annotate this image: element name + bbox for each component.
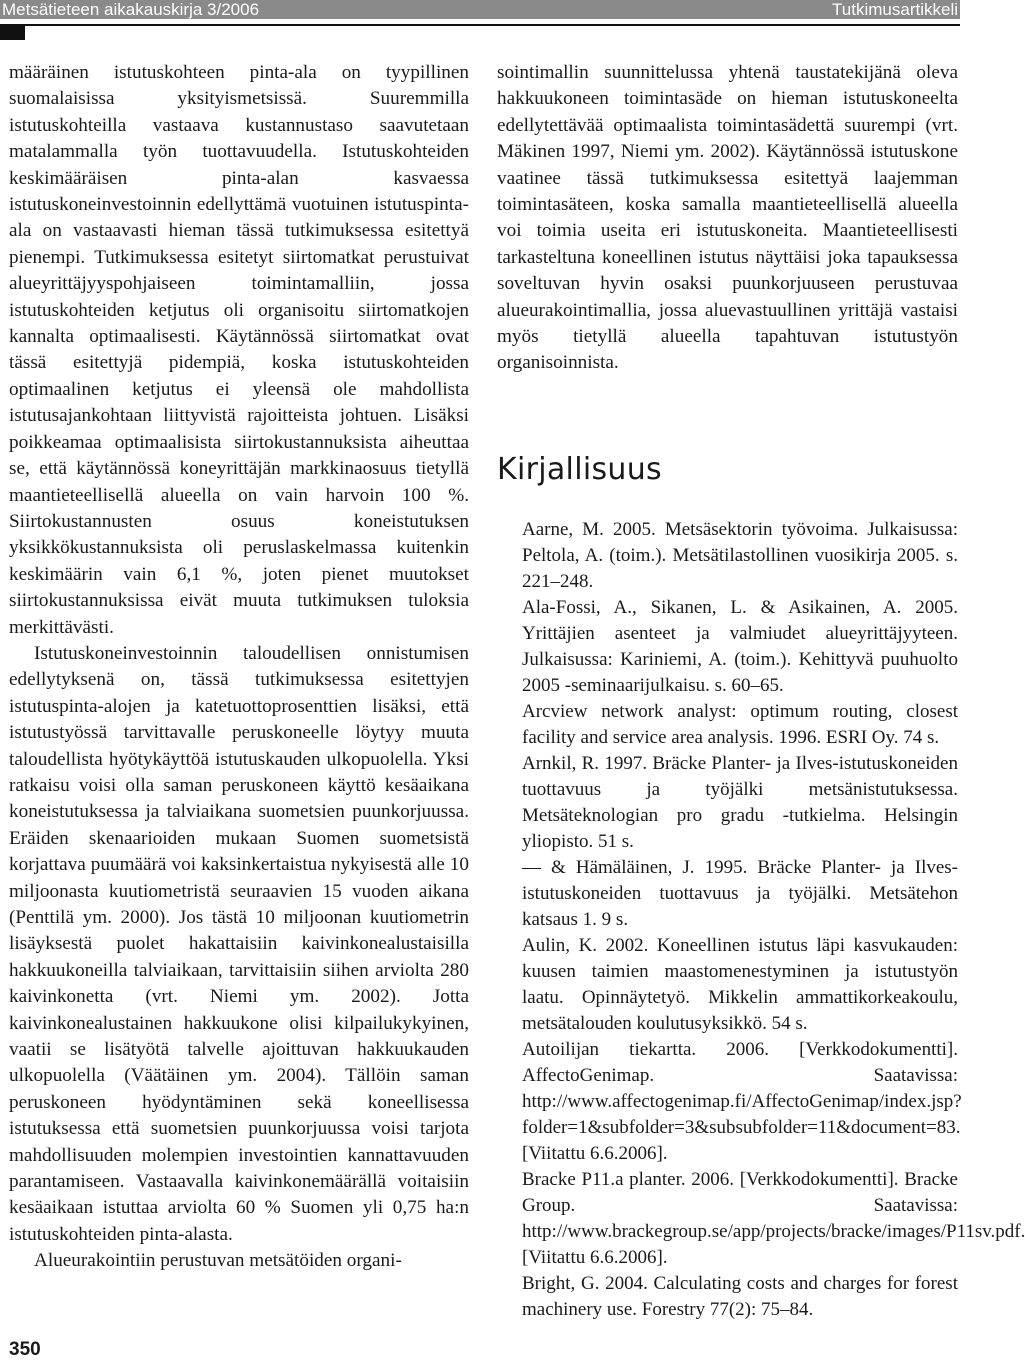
- reference-item: Arcview network analyst: optimum routing, closest facility and service area analysis. 1996. ESRI Oy. 74 s.: [522, 701, 958, 749]
- body-paragraph: sointimallin suunnittelussa yhtenä taustatekijänä oleva hakkuukoneen toimintasäde on hieman istutuskoneelta edellytettävää optimaalista toimintasädettä suurempi (vrt. Mäkinen 1997, Niemi ym. 2002). Käytännössä istutuskone vaatinee tässä tutkimuksessa esitettyä laajemman toimintasäteen, koska samalla maantieteellisellä alueella voi toimia useita eri istutuskoneita. Maantieteellisesti tarkasteltuna koneellinen istutus näyttäisi joka tapauksessa soveltuvan hyvin osaksi puunkorjuuseen perustuvaa alueurakointimallia, jossa aluevastuullinen yrittäjä vastaisi myös tietyllä alueella tapahtuvan istutustyön organisoinnista.: [497, 62, 958, 374]
- corner-mark: [0, 26, 25, 40]
- running-header: [0, 0, 960, 19]
- reference-item: Ala-Fossi, A., Sikanen, L. & Asikainen, A. 2005. Yrittäjien asenteet ja valmiudet alueyrittäjyyteen. Julkaisussa: Kariniemi, A. (toim.). Kehittyvä puuhuolto 2005 -seminaarijulkaisu. s. 60–65.: [522, 597, 958, 697]
- page-number: 350: [9, 1339, 41, 1360]
- reference-item: Arnkil, R. 1997. Bräcke Planter- ja Ilves-istutuskoneiden tuottavuus ja työjälki metsänistutuksessa. Metsäteknologian pro gradu -tutkielma. Helsingin yliopisto. 51 s.: [522, 753, 958, 853]
- reference-item: Bracke P11.a planter. 2006. [Verkkodokumentti]. Bracke Group. Saatavissa: http://www.brackegroup.se/app/projects/bracke/images/P11sv.pdf. [Viitattu 6.6.2006].: [522, 1169, 1025, 1269]
- journal-title: Metsätieteen aikakauskirja 3/2006: [2, 0, 260, 19]
- body-paragraph: Istutuskoneinvestoinnin taloudellisen onnistumisen edellytyksenä on, tässä tutkimuksessa esitettyjen istutuspinta-alojen ja katetuottoprosenttien lisäksi, että istutustyössä tarvittavalle peruskoneelle löytyy muuta taloudellista hyötykäyttöä istutuskauden ulkopuolella. Yksi ratkaisu voisi olla saman peruskoneen käyttö kesäaikana koneistutuksessa ja talviaikana suometsien puunkorjuussa. Eräiden skenaarioiden mukaan Suomen suometsistä korjattava puumäärä voi kaksinkertaistua nykyisestä alle 10 miljoonasta kuutiometristä seuraavien 15 vuoden aikana (Penttilä ym. 2000). Jos tästä 10 miljoonan kuutiometrin lisäyksestä puolet hakattaisiin kaivinkonealustaisilla hakkuukoneilla talviaikaan, tarvittaisiin siihen arviolta 280 kaivinkonetta (vrt. Niemi ym. 2002). Jotta kaivinkonealustainen hakkuukone olisi kilpailukykyinen, vaatii se lisätyötä talvelle ajoittuvan hakkuukauden ulkopuolella (Väätäinen ym. 2004). Tällöin saman peruskoneen hyödyntäminen sekä koneellisessa istutuksessa että suometsien puunkorjuussa voisi tarjota mahdollisuuden molempien investointien kannattavuuden parantamiseen. Vastaavalla kaivinkonemäärällä voitaisiin kesäaikaan istuttaa arviolta 60 % Suomen yli 0,75 ha:n istutuskohteiden pinta-alasta.: [9, 642, 469, 1245]
- body-paragraph: määräinen istutuskohteen pinta-ala on tyypillinen suomalaisissa yksityismetsissä. Suuremmilla istutuskohteilla vastaava kustannustaso saavutetaan matalammalla työn tuottavuudella. Istutuskohteiden keskimääräisen pinta-alan kasvaessa istutuskoneinvestoinnin edellyttämä vuotuinen istutuspinta-ala on vastaavasti hieman tässä tutkimuksessa esitettyä pienempi. Tutkimuksessa esitetyt siirtomatkat perustuivat alueyrittäjyyspohjaiseen toimintamalliin, jossa istutuskohteiden ketjutus oli organisoitu siirtomatkojen kannalta optimaalisesti. Käytännössä siirtomatkat ovat tässä esitettyjä pidempiä, koska istutuskohteiden optimaalinen ketjutus ei yleensä ole mahdollista istutusajankohtaan liittyvistä rajoitteista johtuen. Lisäksi poikkeamaa optimaalisista siirtokustannuksista aiheuttaa se, että käytännössä koneyrittäjän markkinaosuus tietyllä maantieteellisellä alueella on vain harvoin 100 %. Siirtokustannusten osuus koneistutuksen yksikkökustannuksista oli peruslaskelmassa kuitenkin keskimäärin vain 6,1 %, joten pienet muutokset siirtokustannuksissa eivät muuta tutkimuksen tuloksia merkittävästi.: [9, 62, 469, 638]
- reference-item: Aulin, K. 2002. Koneellinen istutus läpi kasvukauden: kuusen taimien maastomenestyminen ja istutustyön laatu. Opinnäytetyö. Mikkelin ammattikorkeakoulu, metsätalouden koulutusyksikkö. 54 s.: [522, 935, 958, 1035]
- article-type: Tutkimusartikkeli: [832, 0, 958, 19]
- reference-item: Aarne, M. 2005. Metsäsektorin työvoima. Julkaisussa: Peltola, A. (toim.). Metsätilastollinen vuosikirja 2005. s. 221–248.: [522, 519, 958, 593]
- left-column: [9, 60, 469, 1275]
- header-rule: [0, 24, 960, 26]
- reference-list: [497, 517, 1025, 1323]
- references-heading: Kirjallisuus: [497, 451, 662, 487]
- reference-item: Bright, G. 2004. Calculating costs and charges for forest machinery use. Forestry 77(2): 75–84.: [522, 1273, 958, 1321]
- reference-item: — & Hämäläinen, J. 1995. Bräcke Planter- ja Ilves-istutuskoneiden tuottavuus ja työjälki. Metsätehon katsaus 1. 9 s.: [522, 857, 958, 931]
- reference-item: Autoilijan tiekartta. 2006. [Verkkodokumentti]. AffectoGenimap. Saatavissa: http://www.affectogenimap.fi/AffectoGenimap/index.jsp?folder=1&subfolder=3&subsubfolder=11&document=83. [Viitattu 6.6.2006].: [522, 1039, 962, 1165]
- body-paragraph: Alueurakointiin perustuvan metsätöiden organi-: [34, 1250, 402, 1272]
- right-column: [497, 60, 1025, 1323]
